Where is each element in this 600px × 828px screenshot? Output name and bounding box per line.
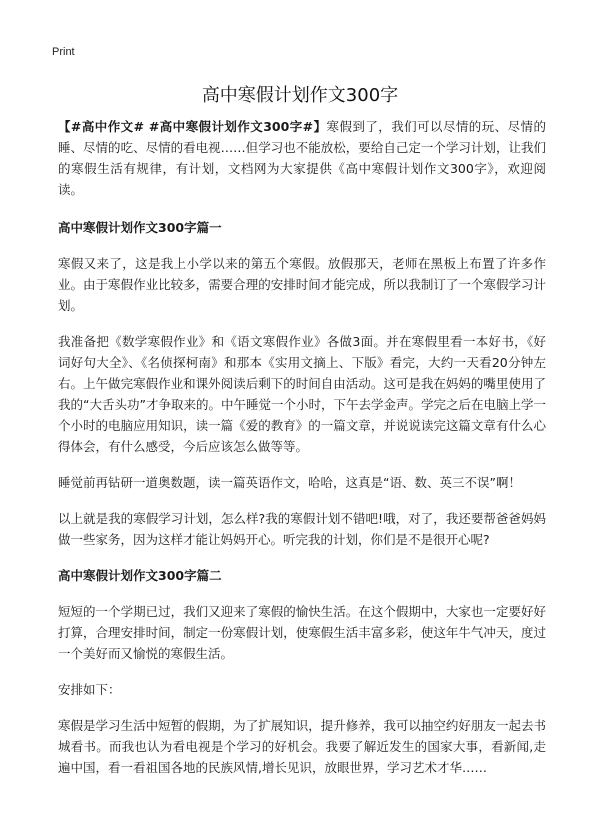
print-link[interactable]: Print <box>52 46 75 58</box>
section-heading: 高中寒假计划作文300字篇二 <box>58 568 222 583</box>
section-paragraph: 寒假又来了，这是我上小学以来的第五个寒假。放假那天，老师在黑板上布置了许多作业。由于寒假作业比较多，需要合理的安排时间才能完成，所以我制订了一个寒假学习计划。 <box>58 256 546 313</box>
intro-paragraph <box>58 116 546 200</box>
section-2 <box>58 565 546 778</box>
page-title: 高中寒假计划作文300字 <box>201 85 399 106</box>
section-paragraph: 睡觉前再钻研一道奥数题，读一篇英语作文，哈哈，这真是“语、数、英三不误”啊！ <box>58 475 521 490</box>
intro-tag: 【#高中作文# #高中寒假计划作文300字#】 <box>58 119 327 134</box>
section-1 <box>58 217 546 550</box>
section-paragraph: 我准备把《数学寒假作业》和《语文寒假作业》各做3面。并在寒假里看一本好书，《好词好句大全》、《名侦探柯南》和那本《实用文摘上、下版》看完，大约一天看20分钟左右。上午做完寒假作业和课外阅读后剩下的时间自由活动。这可是我在妈妈的嘴里使用了我的“大舌头功”才争取来的。中午睡觉一个小时，下午去学金声。学完之后在电脑上学一个小时的电脑应用知识，读一篇《爱的教育》的一篇文章，并说说读完这篇文章有什么心得体会，有什么感受，今后应该怎么做等等。 <box>58 334 546 454</box>
section-paragraph: 短短的一个学期已过，我们又迎来了寒假的愉快生活。在这个假期中，大家也一定要好好打算，合理安排时间，制定一份寒假计划，使寒假生活丰富多彩，使这年牛气冲天，度过一个美好而又愉悦的寒假生活。 <box>58 604 546 661</box>
section-paragraph: 寒假是学习生活中短暂的假期，为了扩展知识，提升修养，我可以抽空约好朋友一起去书城看书。而我也认为看电视是个学习的好机会。我要了解近发生的国家大事，看新闻,走遍中国，看一看祖国各地的民族风情,增长见识，放眼世界，学习艺术才华…… <box>58 718 546 775</box>
section-paragraph: 以上就是我的寒假学习计划，怎么样?我的寒假计划不错吧!哦，对了，我还要帮爸爸妈妈做一些家务，因为这样才能让妈妈开心。听完我的计划，你们是不是很开心呢? <box>58 511 546 547</box>
intro-text: 寒假到了，我们可以尽情的玩、尽情的睡、尽情的吃、尽情的看电视……但学习也不能放松，要给自己定一个学习计划，让我们的寒假生活有规律，有计划，文档网为大家提供《高中寒假计划作文300字》，欢迎阅读。 <box>58 119 546 197</box>
section-paragraph: 安排如下： <box>58 682 121 697</box>
article-body <box>58 116 546 793</box>
section-heading: 高中寒假计划作文300字篇一 <box>58 220 222 235</box>
